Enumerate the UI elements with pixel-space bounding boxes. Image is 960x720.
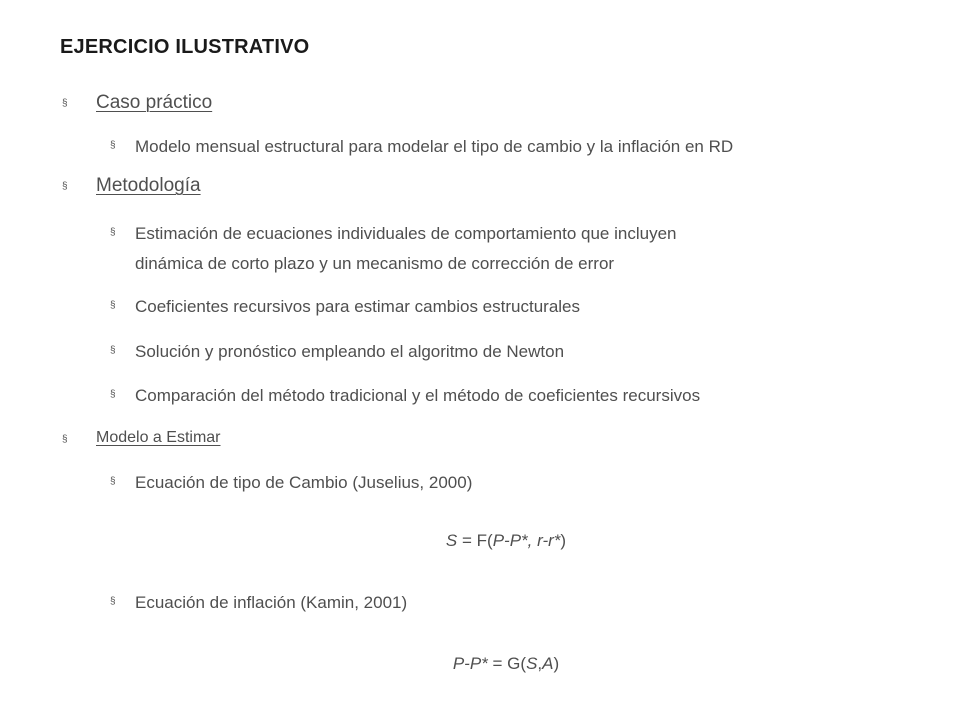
- heading-metodologia: Metodología: [96, 175, 201, 196]
- bullet-icon: §: [110, 227, 116, 238]
- bullet-icon: §: [110, 300, 116, 311]
- list-item: Ecuación de inflación (Kamin, 2001): [135, 593, 408, 612]
- list-item: Coeficientes recursivos para estimar cambios estructurales: [135, 297, 581, 316]
- bullet-icon: §: [110, 596, 116, 607]
- eq-lhs: S: [445, 531, 458, 550]
- list-item: Solución y pronóstico empleando el algoritmo de Newton: [135, 342, 565, 361]
- list-item: Ecuación de tipo de Cambio (Juselius, 2000): [135, 473, 473, 492]
- eq-arg: P-P*,: [492, 531, 533, 550]
- bullet-icon: §: [110, 140, 116, 151]
- eq-close: ): [560, 531, 567, 550]
- bullet-icon: §: [110, 476, 116, 487]
- slide-title: EJERCICIO ILUSTRATIVO: [60, 36, 310, 58]
- eq-op: = F(: [457, 531, 493, 550]
- list-item-continuation: dinámica de corto plazo y un mecanismo de corrección de error: [135, 254, 615, 273]
- eq-sep: ,: [537, 654, 543, 673]
- equation-inflation: [26, 654, 960, 674]
- eq-arg: r-r*: [532, 531, 561, 550]
- bullet-icon: §: [62, 434, 68, 445]
- eq-op: = G(: [487, 654, 527, 673]
- heading-modelo-a-estimar: Modelo a Estimar: [96, 429, 221, 446]
- eq-arg: A: [542, 654, 554, 673]
- bullet-icon: §: [62, 181, 68, 192]
- list-item: Comparación del método tradicional y el método de coeficientes recursivos: [135, 386, 701, 405]
- bullet-icon: §: [110, 345, 116, 356]
- equation-exchange-rate: [26, 531, 960, 551]
- bullet-icon: §: [62, 98, 68, 109]
- list-item: Estimación de ecuaciones individuales de comportamiento que incluyen: [135, 224, 677, 243]
- heading-caso-practico: Caso práctico: [96, 92, 213, 113]
- list-item: Modelo mensual estructural para modelar el tipo de cambio y la inflación en RD: [135, 137, 734, 156]
- eq-close: ): [553, 654, 560, 673]
- eq-arg: S: [526, 654, 538, 673]
- eq-lhs: P-P*: [452, 654, 488, 673]
- bullet-icon: §: [110, 389, 116, 400]
